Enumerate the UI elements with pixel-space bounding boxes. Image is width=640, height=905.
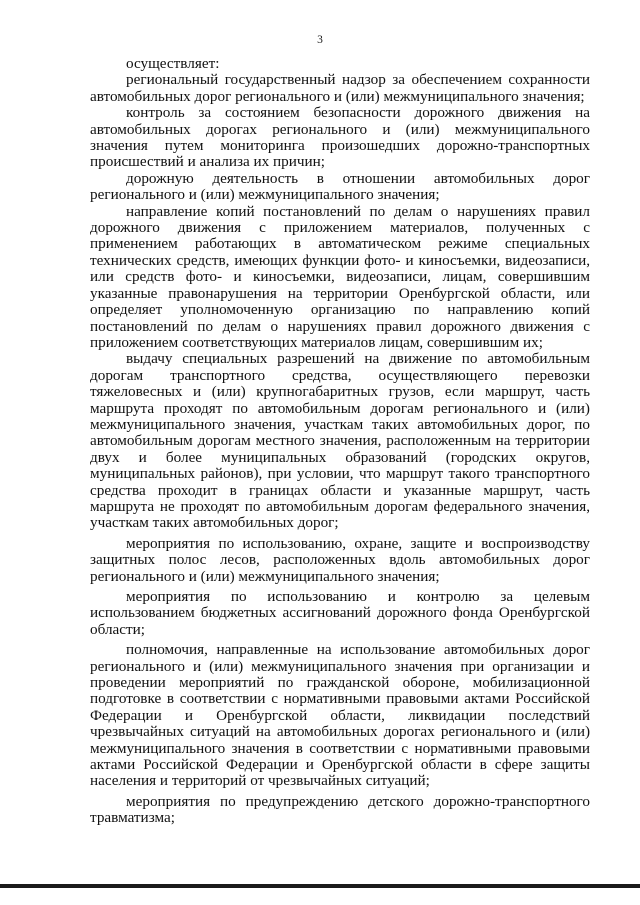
paragraph-civil-defense: полномочия, направленные на использование автомобильных дорог регионального и (или) межмуниципального значения при организации и проведении мероприятий по гражданской обороне, мобилизационной подготовке в соответствии с нормативными правовыми актами Российской Федерации и Оренбургской области, ликвидации последствий чрезвычайных ситуаций на автомобильных дорогах регионального и (или) межмуниципального значения в соответствии с нормативными правовыми актами Российской Федерации и Оренбургской области в сфере защиты населения и территорий от чрезвычайных ситуаций; (90, 641, 590, 790)
paragraph-intro: осуществляет: (126, 55, 220, 72)
paragraph-safety-control: контроль за состоянием безопасности дорожного движения на автомобильных дорогах регионального и (или) межмуниципального значения путем мониторинга произошедших дорожно-транспортных происшествий и анализа их причин; (90, 104, 590, 171)
paragraph-forest-protection: мероприятия по использованию, охране, защите и воспроизводству защитных полос лесов, расположенных вдоль автомобильных дорог регионального и (или) межмуниципального значения; (90, 534, 590, 585)
paragraph-budget-control: мероприятия по использованию и контролю за целевым использованием бюджетных ассигнований дорожного фонда Оренбургской области; (90, 588, 590, 638)
paragraph-road-activity: дорожную деятельность в отношении автомобильных дорог регионального и (или) межмуниципального значения; (90, 169, 590, 204)
page-number: 3 (317, 34, 323, 46)
document-body (90, 56, 590, 827)
paragraph-ruling-copies: направление копий постановлений по делам о нарушениях правил дорожного движения с приложением материалов, полученных с применением работающих в автоматическом режиме специальных технических средств, имеющих функции фото- и киносъемки, видеозаписи, или средств фото- и киносъемки, видеозаписи, лицам, совершившим указанные правонарушения на территории Оренбургской области, или определяет уполномоченную организацию по направлению копий постановлений по делам о нарушениях правил дорожного движения с приложением соответствующих материалов лицам, совершившим их; (90, 202, 590, 351)
bottom-border-line (0, 884, 640, 888)
paragraph-road-supervision: региональный государственный надзор за обеспечением сохранности автомобильных дорог регионального и (или) межмуниципального значения; (90, 71, 590, 105)
paragraph-child-safety: мероприятия по предупреждению детского дорожно-транспортного травматизма; (90, 792, 590, 827)
paragraph-special-permits: выдачу специальных разрешений на движение по автомобильным дорогам транспортного средства, осуществляющего перевозки тяжеловесных и (или) крупногабаритных грузов, если маршрут, часть маршрута проходят по автомобильным дорогам регионального и (или) межмуниципального значения, участкам таких автомобильных дорог, по автомобильным дорогам местного значения, расположенным на территории двух и более муниципальных образований (городских округов, муниципальных районов), при условии, что маршрут такого транспортного средства проходит в границах области и указанные маршрут, часть маршрута не проходят по автомобильным дорогам федерального значения, участкам таких автомобильных дорог; (90, 350, 590, 532)
